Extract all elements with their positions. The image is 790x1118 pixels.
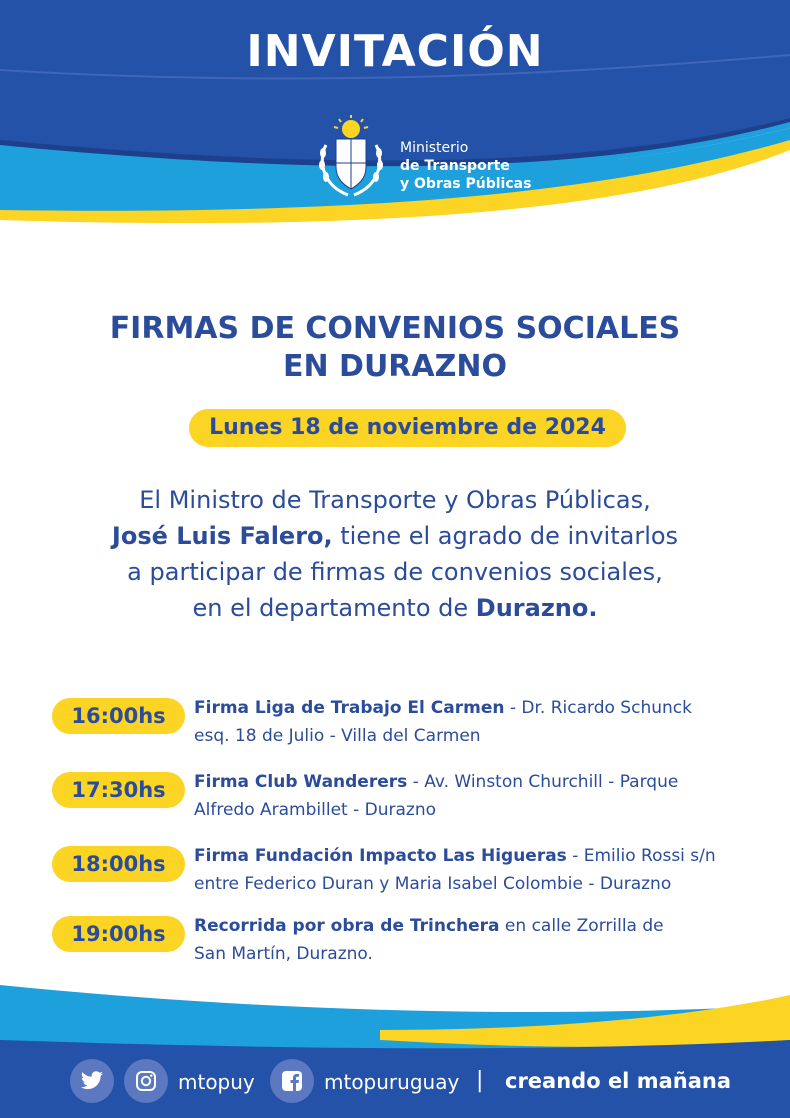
- schedule-description: Firma Liga de Trabajo El Carmen - Dr. Ricardo Schunck esq. 18 de Julio - Villa del Carmen: [194, 698, 692, 746]
- ministry-logo: [312, 115, 552, 205]
- event-title: [60, 310, 730, 386]
- schedule-title: Firma Liga de Trabajo El Carmen: [194, 698, 505, 718]
- time-badge: 19:00hs: [52, 916, 185, 952]
- twitter-icon[interactable]: [70, 1059, 114, 1103]
- intro-line-1: El Ministro de Transporte y Obras Públicas,: [139, 486, 651, 514]
- time-badge: 17:30hs: [52, 772, 185, 808]
- department-name: Durazno.: [475, 594, 598, 622]
- schedule-description: Firma Club Wanderers - Av. Winston Churchill - Parque Alfredo Arambillet - Durazno: [194, 772, 679, 820]
- intro-line-4: en el departamento de Durazno.: [192, 594, 598, 622]
- instagram-icon[interactable]: [124, 1059, 168, 1103]
- event-title-line-2: EN DURAZNO: [283, 349, 507, 384]
- event-title-line-1: FIRMAS DE CONVENIOS SOCIALES: [109, 311, 681, 346]
- footer: [0, 1050, 790, 1118]
- schedule-title: Recorrida por obra de Trinchera: [194, 916, 500, 936]
- intro-paragraph: [60, 482, 730, 626]
- time-badge: 18:00hs: [52, 846, 185, 882]
- schedule-title: Firma Fundación Impacto Las Higueras: [194, 846, 567, 866]
- ministry-name-line-2: de Transporte: [400, 158, 510, 174]
- page-title: INVITACIÓN: [246, 26, 544, 77]
- schedule-title: Firma Club Wanderers: [194, 772, 408, 792]
- intro-line-2: José Luis Falero, tiene el agrado de invitarlos: [111, 522, 679, 550]
- ministry-name-line-3: y Obras Públicas: [400, 176, 532, 192]
- social-handle-mtopuruguay[interactable]: mtopuruguay: [324, 1070, 460, 1094]
- event-date-badge: Lunes 18 de noviembre de 2024: [189, 409, 626, 447]
- time-badge: 16:00hs: [52, 698, 185, 734]
- footer-separator: |: [476, 1068, 484, 1093]
- ministry-name-line-1: Ministerio: [400, 140, 469, 156]
- schedule-description: Firma Fundación Impacto Las Higueras - Emilio Rossi s/n entre Federico Duran y Maria Isabel Colombie - Durazno: [194, 846, 716, 894]
- schedule-description: Recorrida por obra de Trinchera en calle Zorrilla de San Martín, Durazno.: [194, 916, 664, 964]
- coat-of-arms-icon: [312, 115, 390, 201]
- facebook-icon[interactable]: [270, 1059, 314, 1103]
- intro-line-3: a participar de firmas de convenios sociales,: [127, 558, 663, 586]
- minister-name: José Luis Falero,: [111, 522, 333, 550]
- footer-slogan: creando el mañana: [505, 1069, 731, 1093]
- social-handle-mtopuy[interactable]: mtopuy: [178, 1070, 255, 1094]
